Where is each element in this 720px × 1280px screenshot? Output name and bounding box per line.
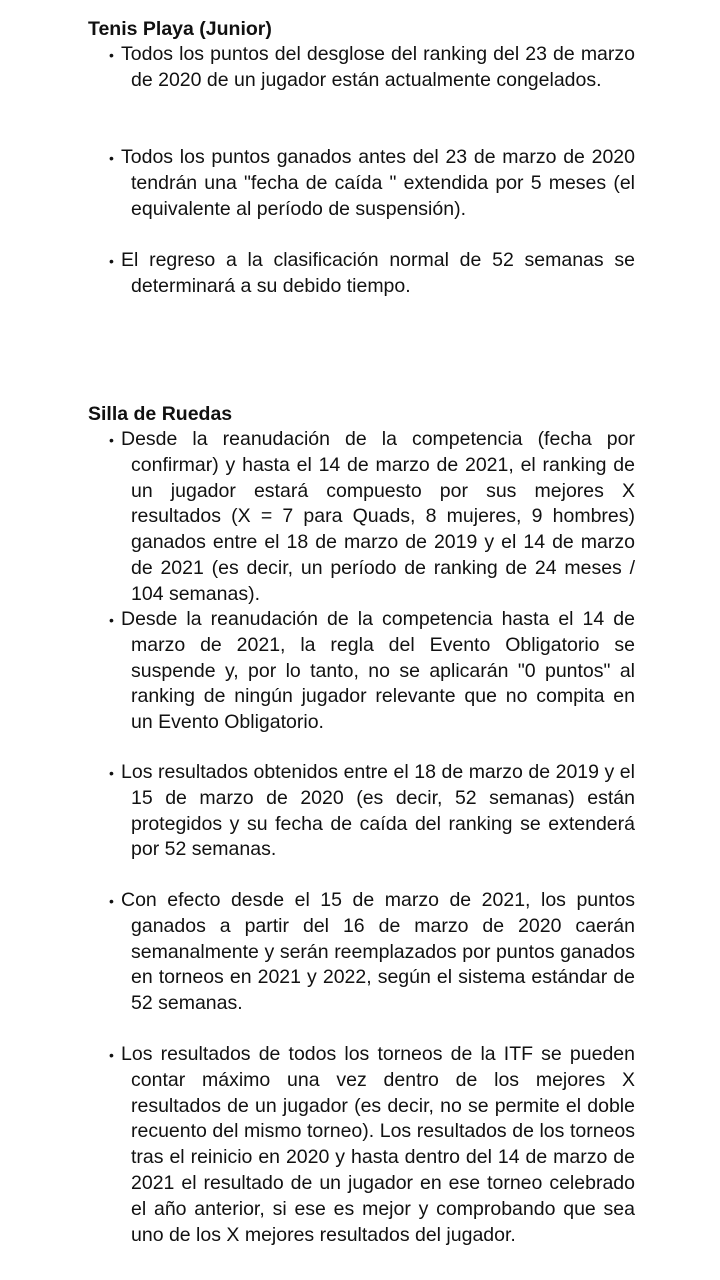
list-item-text: Desde la reanudación de la competencia hasta el 14 de marzo de 2021, la regla del Evento Obligatorio se suspende y, por lo tanto, no se aplicarán "0 puntos" al ranking de ningún jugador relevante que no compita en un Evento Obligatorio. [121, 608, 635, 734]
list-item [109, 42, 635, 94]
list-item-text: El regreso a la clasificación normal de 52 semanas se determinará a su debido tiempo. [121, 249, 635, 297]
list-item-text: Desde la reanudación de la competencia (fecha por confirmar) y hasta el 14 de marzo de 2021, el ranking de un jugador estará compuesto por sus mejores X resultados (X = 7 para Quads, 8 mujeres, 9 hombres) ganados entre el 18 de marzo de 2019 y el 14 de marzo de 2021 (es decir, un período de ranking de 24 meses / 104 semanas). [121, 428, 635, 605]
list-item-text: Los resultados de todos los torneos de la ITF se pueden contar máximo una vez dentro de los mejores X resultados de un jugador (es decir, no se permite el doble recuento del mismo torneo). Los resultados de los torneos tras el reinicio en 2020 y hasta dentro del 14 de marzo de 2021 el resultado de un jugador en ese torneo celebrado el año anterior, si ese es mejor y comprobando que sea uno de los X mejores resultados del jugador. [121, 1043, 635, 1246]
bullet-dot: • [109, 432, 114, 448]
bullet-dot: • [109, 893, 114, 909]
list-item [109, 1042, 635, 1248]
bullet-dot: • [109, 1047, 114, 1063]
list-item-text: Todos los puntos del desglose del ranking del 23 de marzo de 2020 de un jugador están actualmente congelados. [121, 43, 635, 91]
section-title-silla-de-ruedas: Silla de Ruedas [88, 403, 233, 425]
bullet-dot: • [109, 612, 114, 628]
list-item-text: Los resultados obtenidos entre el 18 de marzo de 2019 y el 15 de marzo de 2020 (es decir, 52 semanas) están protegidos y su fecha de caída del ranking se extenderá por 52 semanas. [121, 761, 635, 861]
list-item [109, 760, 635, 863]
list-item [109, 607, 635, 736]
bullet-dot: • [109, 47, 114, 63]
list-item [109, 888, 635, 1017]
list-item-text: Todos los puntos ganados antes del 23 de marzo de 2020 tendrán una "fecha de caída " extendida por 5 meses (el equivalente al período de suspensión). [121, 146, 635, 220]
list-item-text: Con efecto desde el 15 de marzo de 2021, los puntos ganados a partir del 16 de marzo de 2020 caerán semanalmente y serán reemplazados por puntos ganados en torneos en 2021 y 2022, según el sistema estándar de 52 semanas. [121, 889, 635, 1015]
bullet-dot: • [109, 150, 114, 166]
list-item [109, 427, 635, 608]
list-item [109, 248, 635, 300]
bullet-dot: • [109, 253, 114, 269]
section-title-tenis-playa: Tenis Playa (Junior) [88, 18, 272, 40]
bullet-dot: • [109, 765, 114, 781]
list-item [109, 145, 635, 222]
